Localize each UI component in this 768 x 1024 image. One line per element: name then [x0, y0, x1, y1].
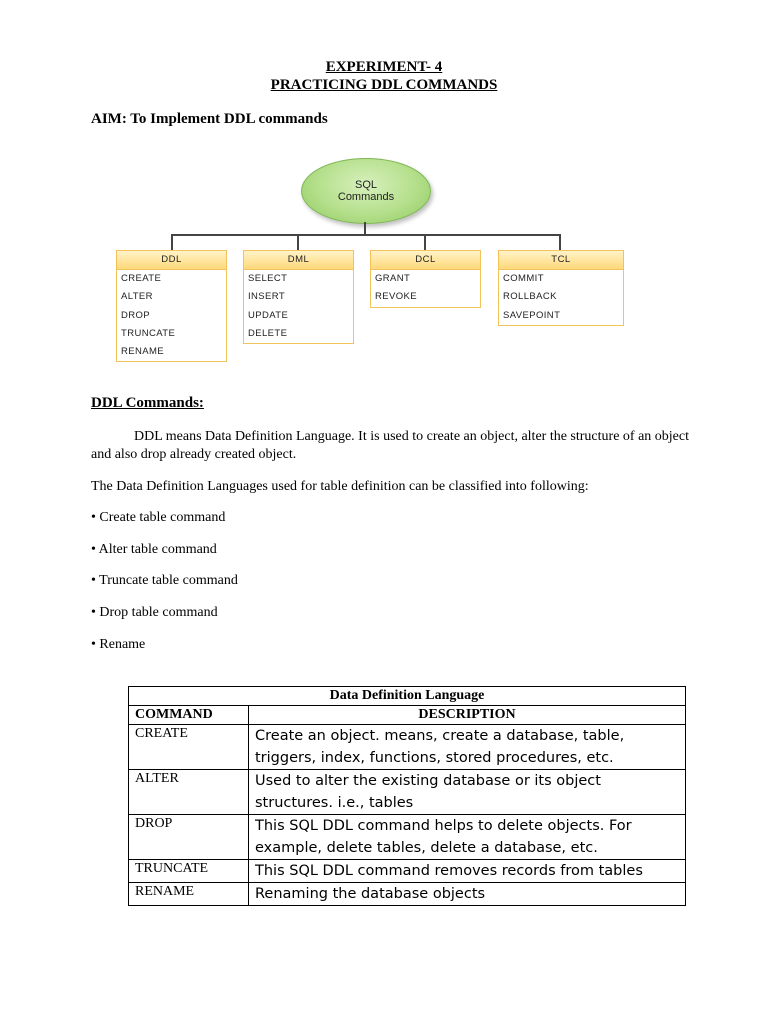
sql-commands-node-line1: SQL	[354, 179, 377, 191]
column-header-command: COMMAND	[129, 706, 249, 725]
classification-paragraph: The Data Definition Languages used for table definition can be classified into following:	[91, 479, 589, 494]
category-dcl-item: REVOKE	[375, 291, 417, 303]
table-row	[129, 860, 686, 883]
connector-bar	[171, 234, 561, 236]
bullet-item: • Truncate table command	[91, 573, 238, 588]
description-cell: Create an object. means, create a database, table, triggers, index, functions, stored procedures, etc.	[249, 725, 686, 770]
table-row	[129, 883, 686, 906]
category-ddl-item: TRUNCATE	[121, 327, 176, 339]
category-dml	[243, 250, 354, 344]
description-cell: This SQL DDL command helps to delete objects. For example, delete tables, delete a database, etc.	[249, 815, 686, 860]
bullet-item: • Alter table command	[91, 542, 217, 557]
table-caption: Data Definition Language	[129, 687, 686, 706]
aim-statement: AIM: To Implement DDL commands	[91, 111, 328, 127]
description-cell: Renaming the database objects	[249, 883, 686, 906]
intro-paragraph: DDL means Data Definition Language. It is used to create an object, alter the structure of an object and also drop already created object.	[91, 429, 689, 462]
command-cell: DROP	[129, 815, 249, 860]
bullet-item: • Drop table command	[91, 605, 218, 620]
command-cell: TRUNCATE	[129, 860, 249, 883]
column-header-description: DESCRIPTION	[249, 706, 686, 725]
category-tcl-item: COMMIT	[503, 273, 544, 284]
bullet-item: • Rename	[91, 637, 146, 652]
table-row	[129, 815, 686, 860]
category-ddl-item: RENAME	[121, 346, 165, 358]
category-dml-item: UPDATE	[248, 309, 289, 321]
category-tcl-title: TCL	[499, 251, 623, 270]
category-dcl	[370, 250, 481, 308]
bullet-item: • Create table command	[91, 510, 226, 525]
category-tcl	[498, 250, 624, 326]
category-dml-item: SELECT	[248, 273, 288, 284]
category-ddl	[116, 250, 227, 362]
description-cell: Used to alter the existing database or its object structures. i.e., tables	[249, 770, 686, 815]
category-dml-item: DELETE	[248, 327, 288, 339]
description-cell: This SQL DDL command removes records from tables	[249, 860, 686, 883]
category-ddl-title: DDL	[117, 251, 226, 270]
table-row	[129, 725, 686, 770]
command-cell: ALTER	[129, 770, 249, 815]
category-ddl-item: CREATE	[121, 273, 162, 284]
sql-commands-node-line2: Commands	[337, 191, 395, 203]
page-title: PRACTICING DDL COMMANDS	[270, 77, 498, 93]
category-dml-item: INSERT	[248, 291, 286, 303]
category-dcl-item: GRANT	[375, 273, 411, 284]
category-ddl-item: ALTER	[121, 291, 153, 303]
ddl-table	[128, 686, 686, 906]
command-cell: RENAME	[129, 883, 249, 906]
connector-dml	[297, 234, 299, 250]
category-tcl-item: ROLLBACK	[503, 291, 557, 303]
category-dml-title: DML	[244, 251, 353, 270]
category-tcl-item: SAVEPOINT	[503, 309, 561, 321]
experiment-number: EXPERIMENT- 4	[325, 59, 443, 75]
category-ddl-item: DROP	[121, 309, 151, 321]
connector-ddl	[171, 234, 173, 250]
connector-tcl	[559, 234, 561, 250]
category-dcl-title: DCL	[371, 251, 480, 270]
table-row	[129, 770, 686, 815]
connector-dcl	[424, 234, 426, 250]
command-cell: CREATE	[129, 725, 249, 770]
section-heading: DDL Commands:	[91, 395, 204, 411]
sql-commands-node	[301, 158, 431, 224]
